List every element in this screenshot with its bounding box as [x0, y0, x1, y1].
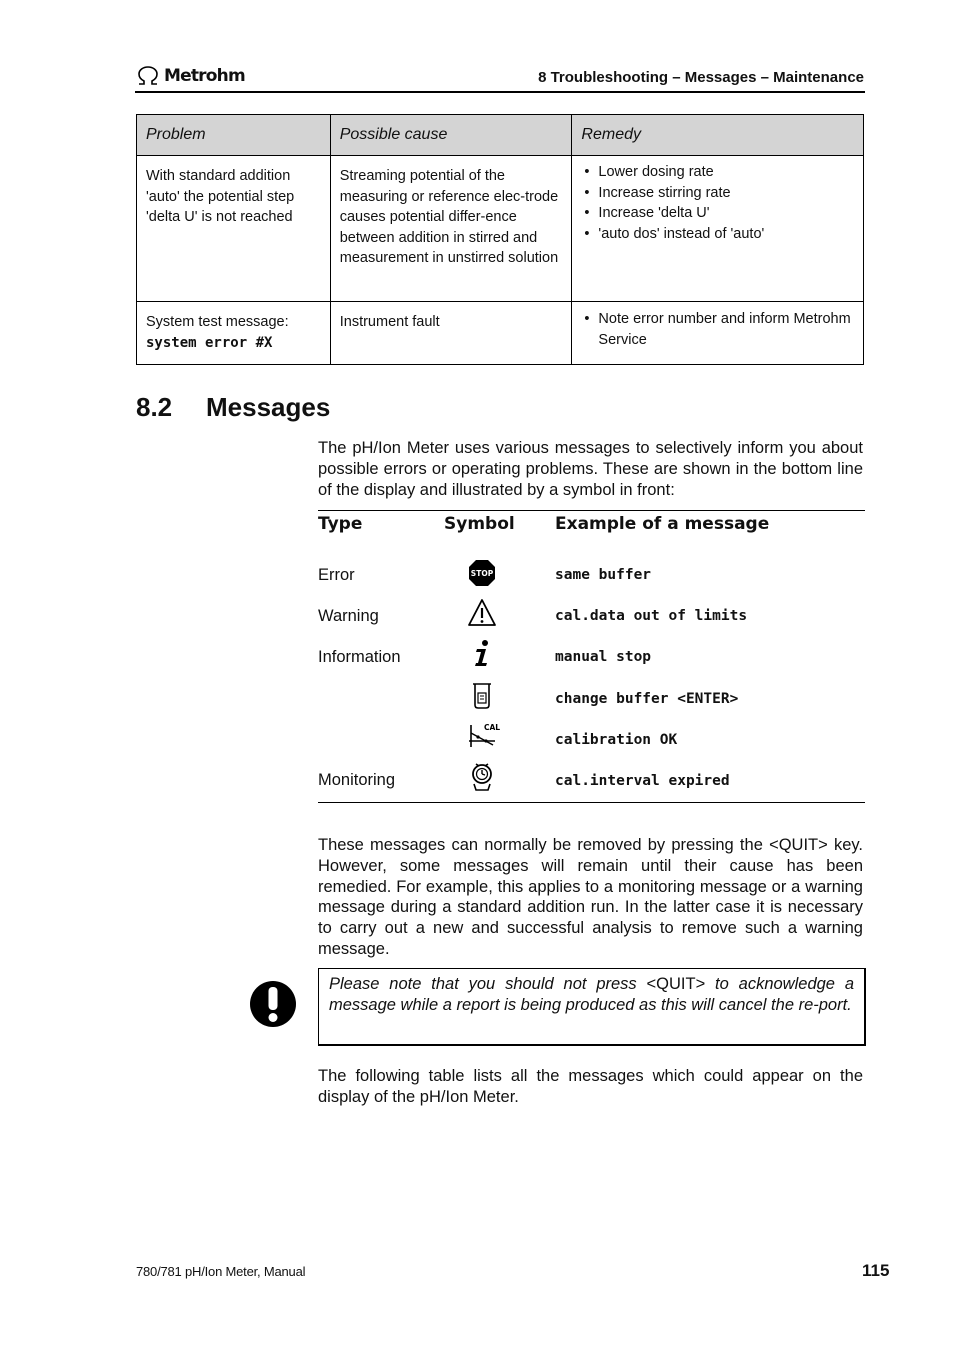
message-type-error: Error — [318, 566, 355, 584]
stop-sign-icon — [467, 558, 497, 588]
cause-cell: Instrument fault — [330, 302, 572, 365]
table-row — [137, 302, 864, 365]
calibration-icon — [467, 721, 501, 751]
column-header-symbol: Symbol — [444, 514, 515, 534]
stop-sign-label: STOP — [470, 569, 494, 578]
troubleshooting-table — [136, 114, 864, 365]
calibration-label: CAL — [484, 723, 501, 732]
intro-paragraph: The pH/Ion Meter uses various messages to selectively inform you about possible errors or operating problems. These are shown in the bottom line of the display and illustrated by a symbol in front: — [318, 439, 863, 499]
message-example-warning: cal.data out of limits — [555, 608, 748, 624]
problem-code: system error #X — [146, 334, 273, 351]
column-header-type: Type — [318, 514, 363, 534]
column-header-problem: Problem — [137, 115, 331, 156]
table-row — [137, 156, 864, 302]
section-title: Messages — [206, 392, 331, 422]
column-header-cause: Possible cause — [330, 115, 572, 156]
note-text: to acknowledge a message while a report is being produced as this will cancel the re-port. — [329, 975, 854, 1014]
closing-paragraph: The following table lists all the messages which could appear on the display of the pH/Ion Meter. — [318, 1067, 863, 1106]
header-divider — [135, 91, 865, 93]
quit-key-label: <QUIT> — [646, 975, 706, 993]
column-header-remedy: Remedy — [572, 115, 864, 156]
exclamation-note-icon — [248, 979, 298, 1029]
message-type-warning: Warning — [318, 607, 379, 625]
message-type-information: Information — [318, 648, 401, 666]
message-example-information: manual stop — [555, 649, 652, 665]
brand-name: Metrohm — [164, 66, 245, 86]
problem-cell — [137, 302, 331, 365]
remedy-cell — [572, 156, 864, 302]
remedy-list — [582, 309, 854, 350]
metrohm-logo — [136, 64, 245, 88]
chapter-title: 8 Troubleshooting – Messages – Maintenance — [538, 69, 864, 86]
info-icon — [467, 638, 497, 668]
paragraph-text: key. However, some messages will remain until their cause has been remedied. For example, this applies to a monitoring message or a warning message during a standard addition run. In the latter case it is necessary to carry out a new and successful analysis to remove such a warning message. — [318, 836, 863, 958]
message-example-change-buffer: change buffer <ENTER> — [555, 691, 739, 707]
warning-triangle-icon — [467, 598, 497, 628]
problem-label: System test message: — [146, 314, 289, 330]
section-number: 8.2 — [136, 392, 173, 422]
buffer-beaker-icon — [467, 681, 497, 711]
table-header-row — [137, 115, 864, 156]
cause-cell: Streaming potential of the measuring or reference elec-trode causes potential differ-ence between addition in stirred and measurement in unstirred solution — [330, 156, 572, 302]
messages-table-bottom-rule — [318, 802, 865, 803]
paragraph-text: These messages can normally be removed by pressing the — [318, 836, 770, 854]
message-example-error: same buffer — [555, 567, 652, 583]
remedy-item: • Increase stirring rate — [582, 183, 854, 204]
problem-cell: With standard addition 'auto' the potential step 'delta U' is not reached — [137, 156, 331, 302]
remedy-item: • Note error number and inform Metrohm Service — [582, 309, 854, 350]
note-box — [318, 968, 866, 1046]
section-heading — [136, 392, 330, 423]
message-example-calibration: calibration OK — [555, 732, 678, 748]
remedy-item: • Increase 'delta U' — [582, 203, 854, 224]
footer-manual-title: 780/781 pH/Ion Meter, Manual — [136, 1264, 306, 1279]
remedy-item: • Lower dosing rate — [582, 162, 854, 183]
page-number: 115 — [862, 1261, 890, 1280]
message-type-monitoring: Monitoring — [318, 771, 396, 789]
messages-table-top-rule — [318, 510, 865, 511]
column-header-example: Example of a message — [555, 514, 770, 534]
note-text: Please note that you should not press — [329, 975, 647, 993]
remedy-cell — [572, 302, 864, 365]
quit-key-label: <QUIT> — [769, 836, 828, 854]
remedy-list — [582, 162, 854, 244]
remedy-item: • 'auto dos' instead of 'auto' — [582, 224, 854, 245]
omega-logo-icon — [136, 65, 160, 87]
quit-key-paragraph — [318, 835, 863, 960]
message-example-monitoring: cal.interval expired — [555, 773, 730, 789]
monitoring-clock-icon — [467, 762, 497, 792]
